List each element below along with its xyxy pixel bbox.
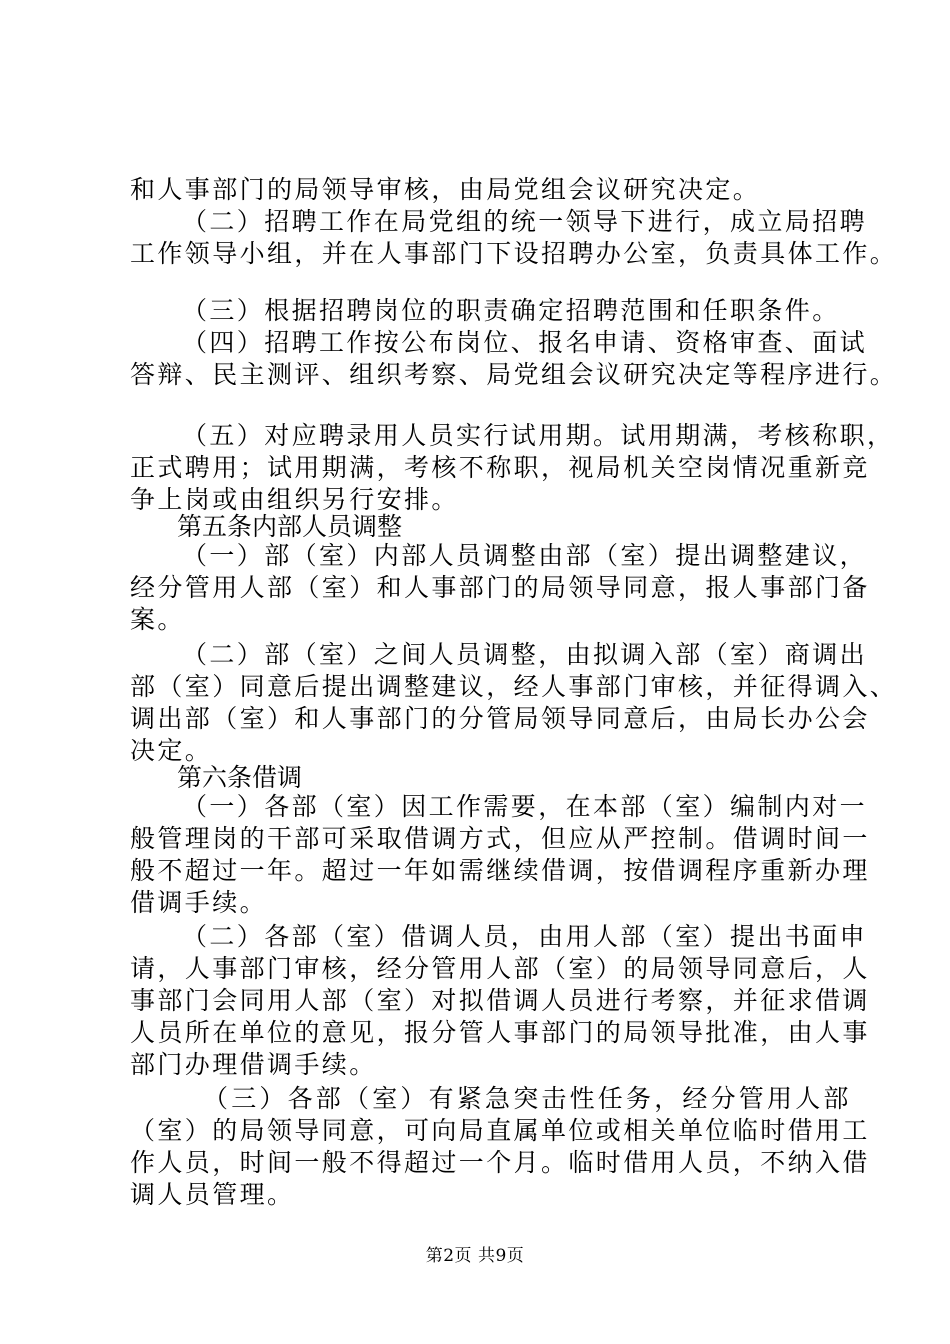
text-line: 工作领导小组，并在人事部门下设招聘办公室，负责具体工作。	[130, 239, 898, 268]
page-number-footer: 第2页 共9页	[425, 1246, 525, 1266]
text-line: （室）的局领导同意，可向局直属单位或相关单位临时借用工	[130, 1116, 870, 1145]
text-line: 借调手续。	[130, 888, 268, 917]
text-line: （一）部（室）内部人员调整由部（室）提出调整建议，	[182, 541, 868, 570]
text-line: 事部门会同用人部（室）对拟借调人员进行考察，并征求借调	[130, 986, 870, 1015]
text-line: 答辩、民主测评、组织考察、局党组会议研究决定等程序进行。	[130, 360, 898, 389]
text-line: （二）招聘工作在局党组的统一领导下进行，成立局招聘	[182, 207, 868, 236]
text-line: 决定。	[130, 736, 213, 765]
text-line: （三）各部（室）有紧急突击性任务，经分管用人部	[203, 1084, 852, 1113]
text-line: 正式聘用；试用期满，考核不称职，视局机关空岗情况重新竞	[130, 453, 870, 482]
text-line: 般管理岗的干部可采取借调方式，但应从严控制。借调时间一	[130, 824, 870, 853]
text-line: （二）各部（室）借调人员，由用人部（室）提出书面申	[182, 922, 868, 951]
section-heading: 第五条内部人员调整	[177, 512, 403, 541]
text-line: 经分管用人部（室）和人事部门的局领导同意，报人事部门备	[130, 573, 870, 602]
text-line: 请，人事部门审核，经分管用人部（室）的局领导同意后，人	[130, 954, 870, 983]
text-line: 调人员管理。	[130, 1180, 295, 1209]
text-line: 调出部（室）和人事部门的分管局领导同意后，由局长办公会	[130, 704, 870, 733]
text-line: 部（室）同意后提出调整建议，经人事部门审核，并征得调入、	[130, 672, 898, 701]
text-line: 争上岗或由组织另行安排。	[130, 485, 459, 514]
text-line: （三）根据招聘岗位的职责确定招聘范围和任职条件。	[182, 296, 840, 325]
text-line: （四）招聘工作按公布岗位、报名申请、资格审查、面试	[182, 328, 868, 357]
text-line: 般不超过一年。超过一年如需继续借调，按借调程序重新办理	[130, 856, 870, 885]
text-line: 人员所在单位的意见，报分管人事部门的局领导批准，由人事	[130, 1018, 870, 1047]
text-line: 案。	[130, 605, 185, 634]
text-line: 作人员，时间一般不得超过一个月。临时借用人员，不纳入借	[130, 1148, 870, 1177]
text-line: 和人事部门的局领导审核，由局党组会议研究决定。	[130, 175, 761, 204]
text-line: 部门办理借调手续。	[130, 1050, 377, 1079]
text-line: （五）对应聘录用人员实行试用期。试用期满，考核称职，	[182, 421, 895, 450]
text-line: （一）各部（室）因工作需要，在本部（室）编制内对一	[182, 792, 868, 821]
text-line: （二）部（室）之间人员调整，由拟调入部（室）商调出	[182, 640, 868, 669]
section-heading: 第六条借调	[177, 763, 303, 792]
